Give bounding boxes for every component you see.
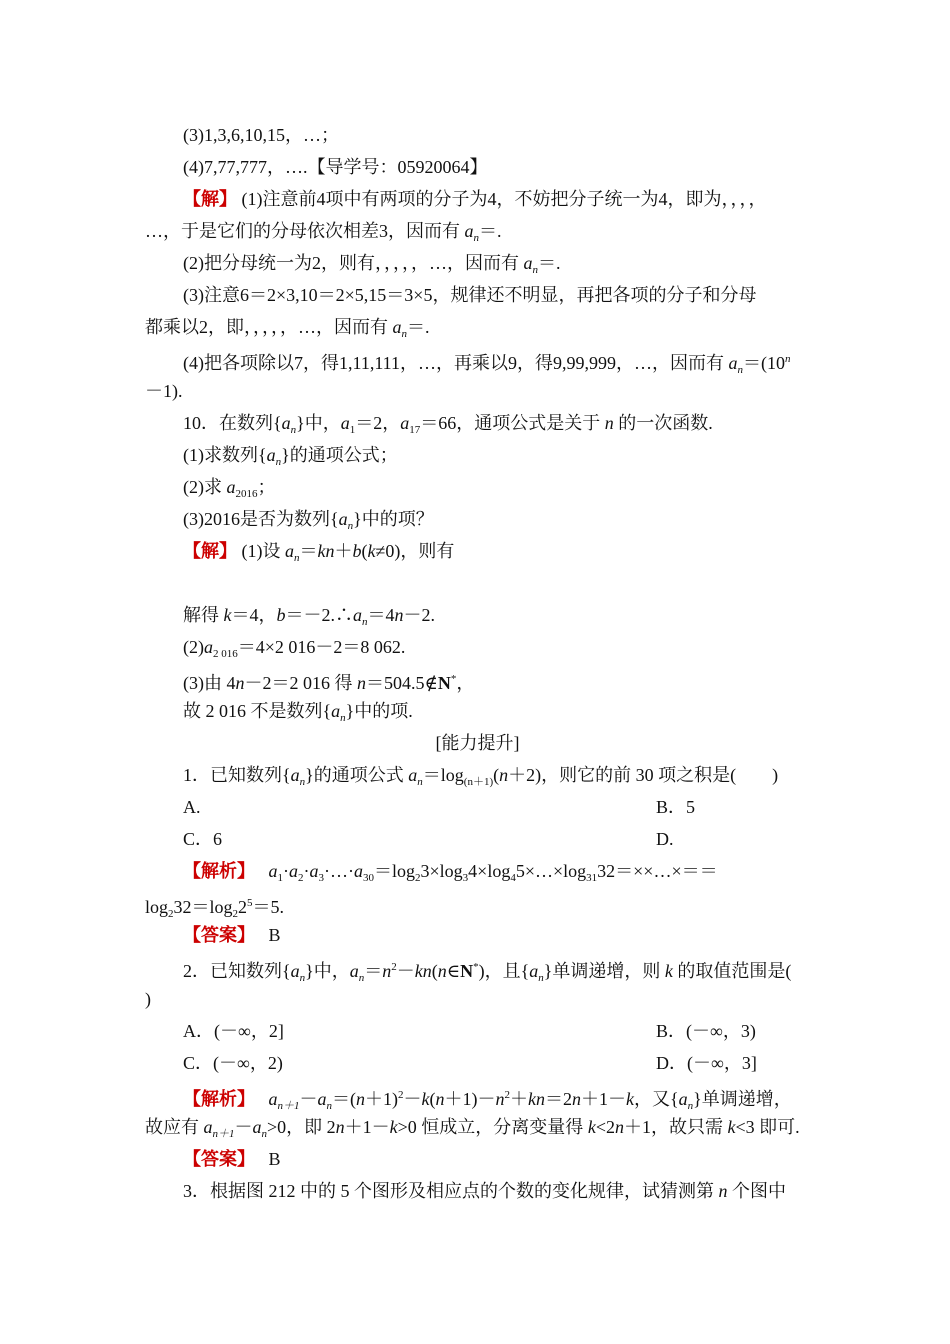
question-1: 1．已知数列$\{a_n\}$的通项公式 $a_n=\log_{(n+1)}(n+2)$，则它的前 30 项之积是( ) [183, 765, 779, 788]
answer-value: B [268, 925, 281, 945]
text-line: (4)7,77,777，….【导学号：05920064】 [183, 157, 488, 177]
text-line: …，于是它们的分母依次相差3，因而有 $a_n=$. [145, 221, 502, 244]
option-a: A．(－∞，2] [183, 1021, 284, 1041]
option-c: C．(－∞，2) [183, 1053, 283, 1073]
answer-tag: 【答案】 [183, 925, 255, 945]
text-line: (3)1,3,6,10,15，…； [183, 125, 339, 145]
text-line: 【解】 (1)注意前4项中有两项的分子为4，不妨把分子统一为4，即为，，，， [183, 189, 767, 209]
solution-tag: 【解】 [183, 541, 237, 561]
answer-value: B [268, 1149, 281, 1169]
section-heading: [能力提升] [435, 733, 520, 753]
text-line: $\log_232=\log_22^5=5$. [145, 897, 285, 920]
option-d: D．(－∞，3] [656, 1053, 757, 1073]
text-line [183, 1146, 848, 1172]
text-line: (3)由 4n－2＝2 016 得 n＝504.5∉N*， [183, 673, 475, 693]
option-b: B．(－∞，3) [656, 1021, 756, 1041]
question-2: 2．已知数列$\{a_n\}$中，$a_n=n^2-kn(n\in N^*)$，且$\{a_n\}$单调递增，则 k 的取值范围是( [183, 961, 792, 984]
solution-tag: 【解】 [183, 189, 237, 209]
text-line: $(2)a_{2 016}=4\times 2$ 016－2＝8 062. [183, 637, 406, 660]
text-line: 都乘以2，即，，，，，…，因而有 $a_n=$. [145, 317, 430, 340]
text-line: (3)2016是否为数列$\{a_n\}$中的项？ [183, 509, 434, 532]
analysis-tag: 【解析】 [183, 861, 255, 881]
text-line: (2)把分母统一为2，则有，，，，，…，因而有 $a_n=$. [183, 253, 561, 276]
text-line: (4)把各项除以7，得1,11,111，…，再乘以9，得9,99,999，…，因而有 $a_n=(10^n$ [183, 353, 791, 376]
options-row [183, 1050, 848, 1076]
text-line: (2)求 $a_{2016}$； [183, 477, 276, 500]
text-line: 【解析】 $a_1\cdot a_2\cdot a_3\cdot\dots\cdot a_{30}=\log_23\times\log_34\times\log_45\times\dots\times\log_{31}32=\times\times\dots\times==$ [183, 861, 718, 884]
text-line: (1)求数列$\{a_n\}$的通项公式； [183, 445, 398, 468]
option-a: A. [183, 797, 201, 817]
options-row [183, 826, 848, 852]
analysis-tag: 【解析】 [183, 1089, 255, 1109]
text-line: 解得 k＝4，$b=-2.\therefore a_n=4n-2$. [183, 605, 435, 628]
text-line: 故应有 $a_{n+1}-a_n>0$，即 2n＋1－k>0 恒成立，分离变量得 k<2n＋1，故只需 k<3 即可. [145, 1117, 800, 1140]
text-line: (3)注意6＝2×3,10＝2×5,15＝3×5，规律还不明显，再把各项的分子和分母 [183, 285, 757, 305]
question-3: 3．根据图 212 中的 5 个图形及相应点的个数的变化规律，试猜测第 n 个图中 [183, 1181, 786, 1201]
answer-tag: 【答案】 [183, 1149, 255, 1169]
text-line: 故 2 016 不是数列$\{a_n\}$中的项. [183, 701, 413, 724]
option-b: B．5 [656, 797, 696, 817]
options-row [183, 794, 848, 820]
text-line: －1). [145, 381, 183, 401]
text-line: ) [145, 989, 151, 1009]
text-line: 【解】 (1)设 $a_n=kn+b(k\ne 0)$，则有 [183, 541, 455, 564]
question-10: 10．在数列$\{a_n\}$中，$a_1=2$，$a_{17}=66$，通项公式是关于 n 的一次函数. [183, 413, 713, 436]
text-line [183, 922, 848, 948]
option-c: C．6 [183, 829, 223, 849]
option-d: D. [656, 829, 674, 849]
text-line: 【解析】 $a_{n+1}-a_n=(n+1)^2-k(n+1)-n^2+kn=2n+1-k$，又$\{a_n\}$单调递增， [183, 1089, 792, 1112]
options-row [183, 1018, 848, 1044]
